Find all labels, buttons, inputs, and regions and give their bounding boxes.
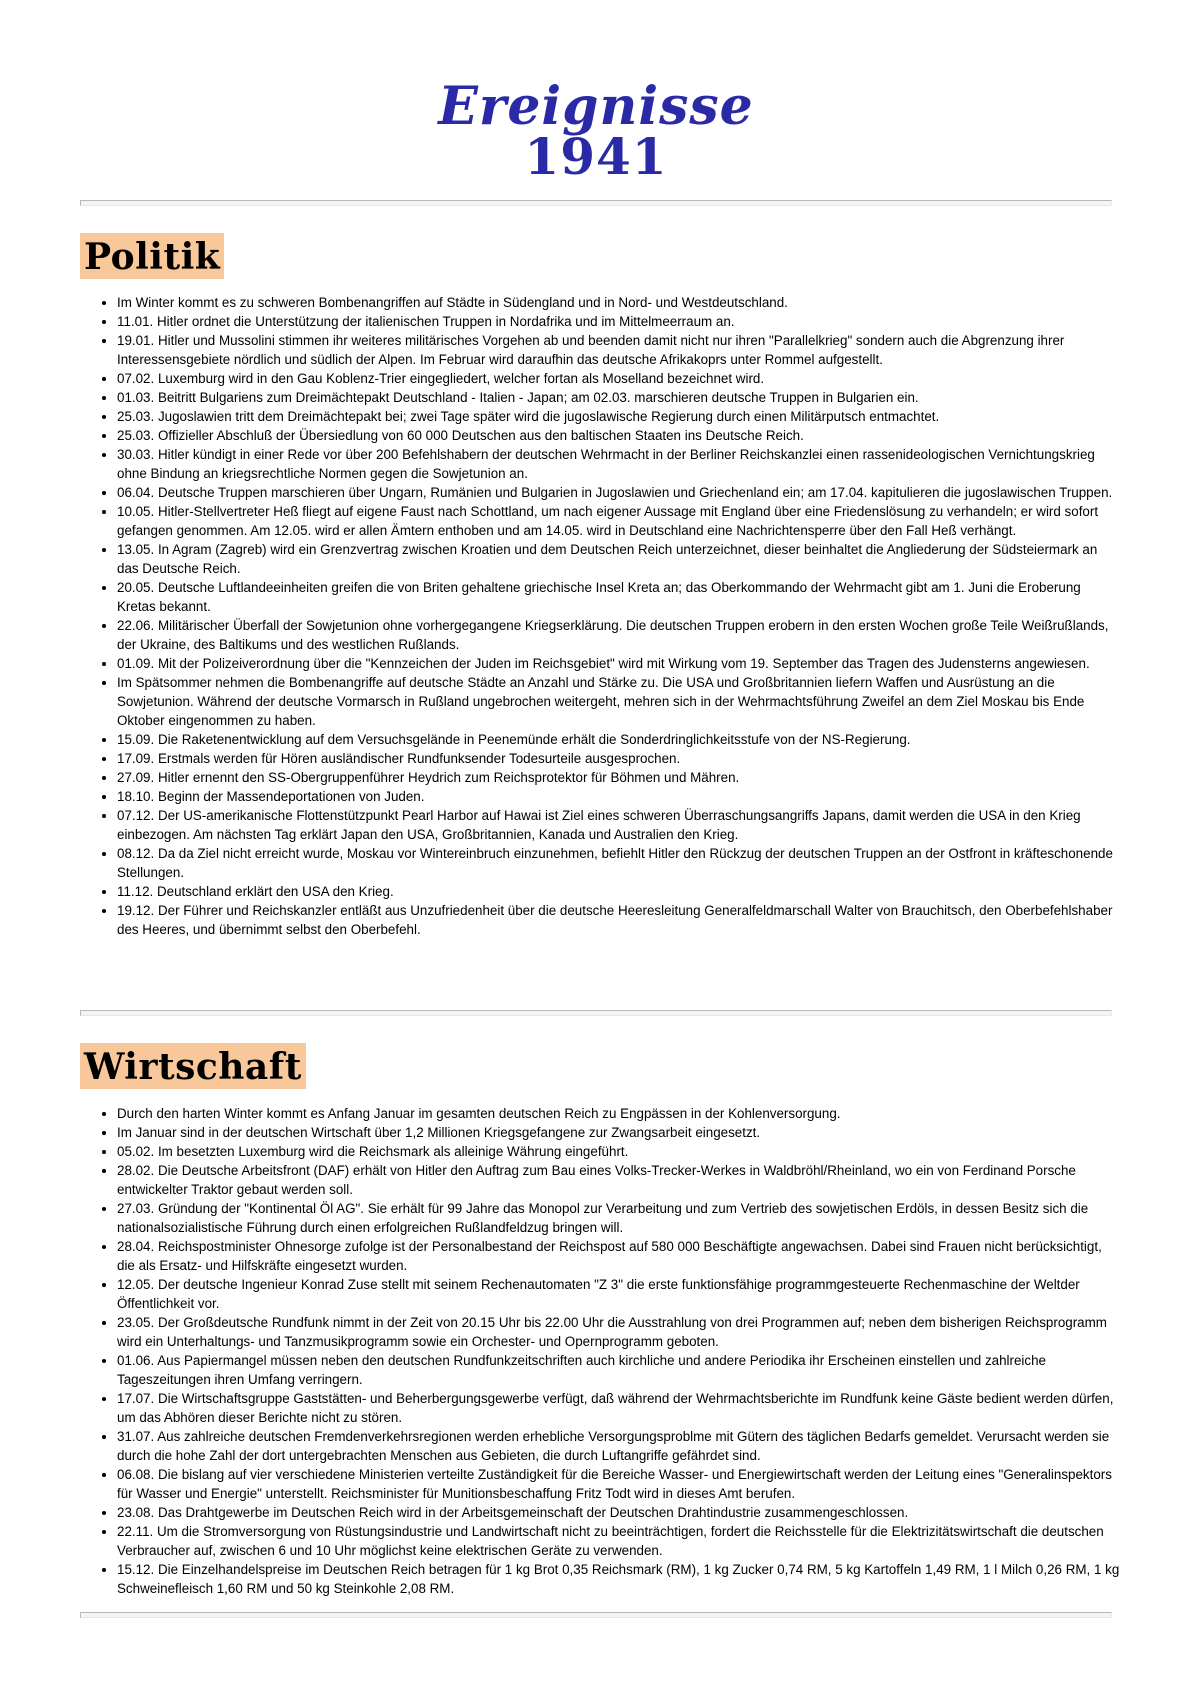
list-item: • 06.04. Deutsche Truppen marschieren über Ungarn, Rumänien und Bulgarien in Jugoslawien und Griechenland ein; am 17.04. kapitulieren die jugoslawischen Truppen. bbox=[117, 483, 1120, 502]
list-item: • 25.03. Jugoslawien tritt dem Dreimächtepakt bei; zwei Tage später wird die jugoslawische Regierung durch einen Militärputsch entmachtet. bbox=[117, 407, 1120, 426]
politik-event-list bbox=[80, 293, 1120, 939]
list-item: • 07.12. Der US-amerikanische Flottenstützpunkt Pearl Harbor auf Hawai ist Ziel eines schweren Überraschungsangriffs Japans, damit werden die USA in den Krieg einbezogen. Am nächsten Tag erklärt Japan den USA, Großbritannien, Kanada und Australien den Krieg. bbox=[117, 806, 1120, 844]
list-item: • 10.05. Hitler-Stellvertreter Heß fliegt auf eigene Faust nach Schottland, um nach eigener Aussage mit England über eine Friedenslösung zu verhandeln; er wird sofort gefangen genommen. Am 12.05. wird er allen Ämtern enthoben und am 14.05. wird in Deutschland eine Nachrichtensperre über den Fall Heß verhängt. bbox=[117, 502, 1120, 540]
list-item: • Im Spätsommer nehmen die Bombenangriffe auf deutsche Städte an Anzahl und Stärke zu. Die USA und Großbritannien liefern Waffen und Ausrüstung an die Sowjetunion. Während der deutsche Vormarsch in Rußland ungebrochen weitergeht, mehren sich in der Wehrmachtsführung Zweifel an dem Ziel Moskau bis Ende Oktober eingenommen zu haben. bbox=[117, 673, 1120, 730]
section-heading-politik: Politik bbox=[80, 233, 224, 279]
list-item: • 19.12. Der Führer und Reichskanzler entläßt aus Unzufriedenheit über die deutsche Heeresleitung Generalfeldmarschall Walter von Brauchitsch, den Oberbefehlshaber des Heeres, und übernimmt selbst den Oberbefehl. bbox=[117, 901, 1120, 939]
list-item: • 23.05. Der Großdeutsche Rundfunk nimmt in der Zeit von 20.15 Uhr bis 22.00 Uhr die Ausstrahlung von drei Programmen auf; neben dem bisherigen Reichsprogramm wird ein Unterhaltungs- und Tanzmusikprogramm sowie ein Orchester- und Opernprogramm geboten. bbox=[117, 1313, 1120, 1351]
list-item: • 07.02. Luxemburg wird in den Gau Koblenz-Trier eingegliedert, welcher fortan als Moselland bezeichnet wird. bbox=[117, 369, 1120, 388]
list-item: • 30.03. Hitler kündigt in einer Rede vor über 200 Befehlshabern der deutschen Wehrmacht in der Berliner Reichskanzlei einen rassenideologischen Vernichtungskrieg ohne Bindung an kriegsrechtliche Normen gegen die Sowjetunion an. bbox=[117, 445, 1120, 483]
list-item: • 28.04. Reichspostminister Ohnesorge zufolge ist der Personalbestand der Reichspost auf 580 000 Beschäftigte angewachsen. Dabei sind Frauen nicht berücksichtigt, die als Ersatz- und Hilfskräfte eingesetzt wurden. bbox=[117, 1237, 1120, 1275]
list-item: • 01.09. Mit der Polizeiverordnung über die "Kennzeichen der Juden im Reichsgebiet" wird mit Wirkung vom 19. September das Tragen des Judensterns angewiesen. bbox=[117, 654, 1120, 673]
list-item: • 11.01. Hitler ordnet die Unterstützung der italienischen Truppen in Nordafrika und im Mittelmeerraum an. bbox=[117, 312, 1120, 331]
list-item: • 01.03. Beitritt Bulgariens zum Dreimächtepakt Deutschland - Italien - Japan; am 02.03. marschieren deutsche Truppen in Bulgarien ein. bbox=[117, 388, 1120, 407]
horizontal-rule bbox=[80, 1010, 1112, 1016]
list-item: • 15.12. Die Einzelhandelspreise im Deutschen Reich betragen für 1 kg Brot 0,35 Reichsmark (RM), 1 kg Zucker 0,74 RM, 5 kg Kartoffeln 1,49 RM, 1 l Milch 0,26 RM, 1 kg Schweinefleisch 1,60 RM und 50 kg Steinkohle 2,08 RM. bbox=[117, 1560, 1120, 1598]
list-item: • 11.12. Deutschland erklärt den USA den Krieg. bbox=[117, 882, 1120, 901]
list-item: • 01.06. Aus Papiermangel müssen neben den deutschen Rundfunkzeitschriften auch kirchliche und andere Periodika ihr Erscheinen einstellen und zahlreiche Tageszeitungen ihren Umfang verringern. bbox=[117, 1351, 1120, 1389]
list-item: • 27.03. Gründung der "Kontinental Öl AG". Sie erhält für 99 Jahre das Monopol zur Verarbeitung und zum Vertrieb des sowjetischen Erdöls, in dessen Besitz sich die nationalsozialistische Führung durch einen erfolgreichen Rußlandfeldzug bringen will. bbox=[117, 1199, 1120, 1237]
wirtschaft-event-list bbox=[80, 1104, 1120, 1598]
list-item: • Durch den harten Winter kommt es Anfang Januar im gesamten deutschen Reich zu Engpässen in der Kohlenversorgung. bbox=[117, 1104, 1120, 1123]
list-item: • 27.09. Hitler ernennt den SS-Obergruppenführer Heydrich zum Reichsprotektor für Böhmen und Mähren. bbox=[117, 768, 1120, 787]
list-item: • Im Winter kommt es zu schweren Bombenangriffen auf Städte in Südengland und in Nord- und Westdeutschland. bbox=[117, 293, 1120, 312]
list-item: • 13.05. In Agram (Zagreb) wird ein Grenzvertrag zwischen Kroatien und dem Deutschen Reich unterzeichnet, dieser beinhaltet die Angliederung der Südsteiermark an das Deutsche Reich. bbox=[117, 540, 1120, 578]
list-item: • 18.10. Beginn der Massendeportationen von Juden. bbox=[117, 787, 1120, 806]
list-item: • 31.07. Aus zahlreiche deutschen Fremdenverkehrsregionen werden erhebliche Versorgungsproblme mit Gütern des täglichen Bedarfs gemeldet. Verursacht werden sie durch die hohe Zahl der dort untergebrachten Menschen aus Gebieten, die durch Luftangriffe gefährdet sind. bbox=[117, 1427, 1120, 1465]
list-item: • 23.08. Das Drahtgewerbe im Deutschen Reich wird in der Arbeitsgemeinschaft der Deutschen Drahtindustrie zusammengeschlossen. bbox=[117, 1503, 1120, 1522]
list-item: • 25.03. Offizieller Abschluß der Übersiedlung von 60 000 Deutschen aus den baltischen Staaten ins Deutsche Reich. bbox=[117, 426, 1120, 445]
list-item: • 12.05. Der deutsche Ingenieur Konrad Zuse stellt mit seinem Rechenautomaten "Z 3" die erste funktionsfähige programmgesteuerte Rechenmaschine der Weltder Öffentlichkeit vor. bbox=[117, 1275, 1120, 1313]
list-item: • 15.09. Die Raketenentwicklung auf dem Versuchsgelände in Peenemünde erhält die Sonderdringlichkeitsstufe von der NS-Regierung. bbox=[117, 730, 1120, 749]
list-item: • 22.06. Militärischer Überfall der Sowjetunion ohne vorhergegangene Kriegserklärung. Die deutschen Truppen erobern in den ersten Wochen große Teile Weißrußlands, der Ukraine, des Baltikums und des westlichen Rußlands. bbox=[117, 616, 1120, 654]
list-item: • 06.08. Die bislang auf vier verschiedene Ministerien verteilte Zuständigkeit für die Bereiche Wasser- und Energiewirtschaft werden der Leitung eines "Generalinspektors für Wasser und Energie" unterstellt. Reichsminister für Munitionsbeschaffung Fritz Todt wird in dieses Amt berufen. bbox=[117, 1465, 1120, 1503]
list-item: • 28.02. Die Deutsche Arbeitsfront (DAF) erhält von Hitler den Auftrag zum Bau eines Volks-Trecker-Werkes in Waldbröhl/Rheinland, wo ein von Ferdinand Porsche entwickelter Traktor gebaut werden soll. bbox=[117, 1161, 1120, 1199]
page-year: 1941 bbox=[524, 127, 668, 186]
list-item: • 19.01. Hitler und Mussolini stimmen ihr weiteres militärisches Vorgehen ab und beenden damit nicht nur ihren "Parallelkrieg" sondern auch die Abgrenzung ihrer Interessensgebiete nördlich und südlich der Alpen. Im Februar wird daraufhin das deutsche Afrikakoprs unter Rommel aufgestellt. bbox=[117, 331, 1120, 369]
section-heading-wirtschaft: Wirtschaft bbox=[80, 1043, 306, 1089]
list-item: • 08.12. Da da Ziel nicht erreicht wurde, Moskau vor Wintereinbruch einzunehmen, befiehlt Hitler den Rückzug der deutschen Truppen an der Ostfront in kräfteschonende Stellungen. bbox=[117, 844, 1120, 882]
page-header bbox=[0, 0, 1192, 186]
page-title: Ereignisse bbox=[438, 76, 754, 137]
list-item: • 17.07. Die Wirtschaftsgruppe Gaststätten- und Beherbergungsgewerbe verfügt, daß während der Wehrmachtsberichte im Rundfunk keine Gäste bedient werden dürfen, um das Abhören dieser Berichte nicht zu stören. bbox=[117, 1389, 1120, 1427]
list-item: • 17.09. Erstmals werden für Hören ausländischer Rundfunksender Todesurteile ausgesprochen. bbox=[117, 749, 1120, 768]
list-item: • Im Januar sind in der deutschen Wirtschaft über 1,2 Millionen Kriegsgefangene zur Zwangsarbeit eingesetzt. bbox=[117, 1123, 1120, 1142]
list-item: • 22.11. Um die Stromversorgung von Rüstungsindustrie und Landwirtschaft nicht zu beeinträchtigen, fordert die Reichsstelle für die Elektrizitätswirtschaft die deutschen Verbraucher auf, zwischen 6 und 10 Uhr möglichst keine elektrischen Geräte zu verwenden. bbox=[117, 1522, 1120, 1560]
list-item: • 20.05. Deutsche Luftlandeeinheiten greifen die von Briten gehaltene griechische Insel Kreta an; das Oberkommando der Wehrmacht gibt am 1. Juni die Eroberung Kretas bekannt. bbox=[117, 578, 1120, 616]
horizontal-rule bbox=[80, 1612, 1112, 1618]
list-item: • 05.02. Im besetzten Luxemburg wird die Reichsmark als alleinige Währung eingeführt. bbox=[117, 1142, 1120, 1161]
horizontal-rule bbox=[80, 200, 1112, 206]
